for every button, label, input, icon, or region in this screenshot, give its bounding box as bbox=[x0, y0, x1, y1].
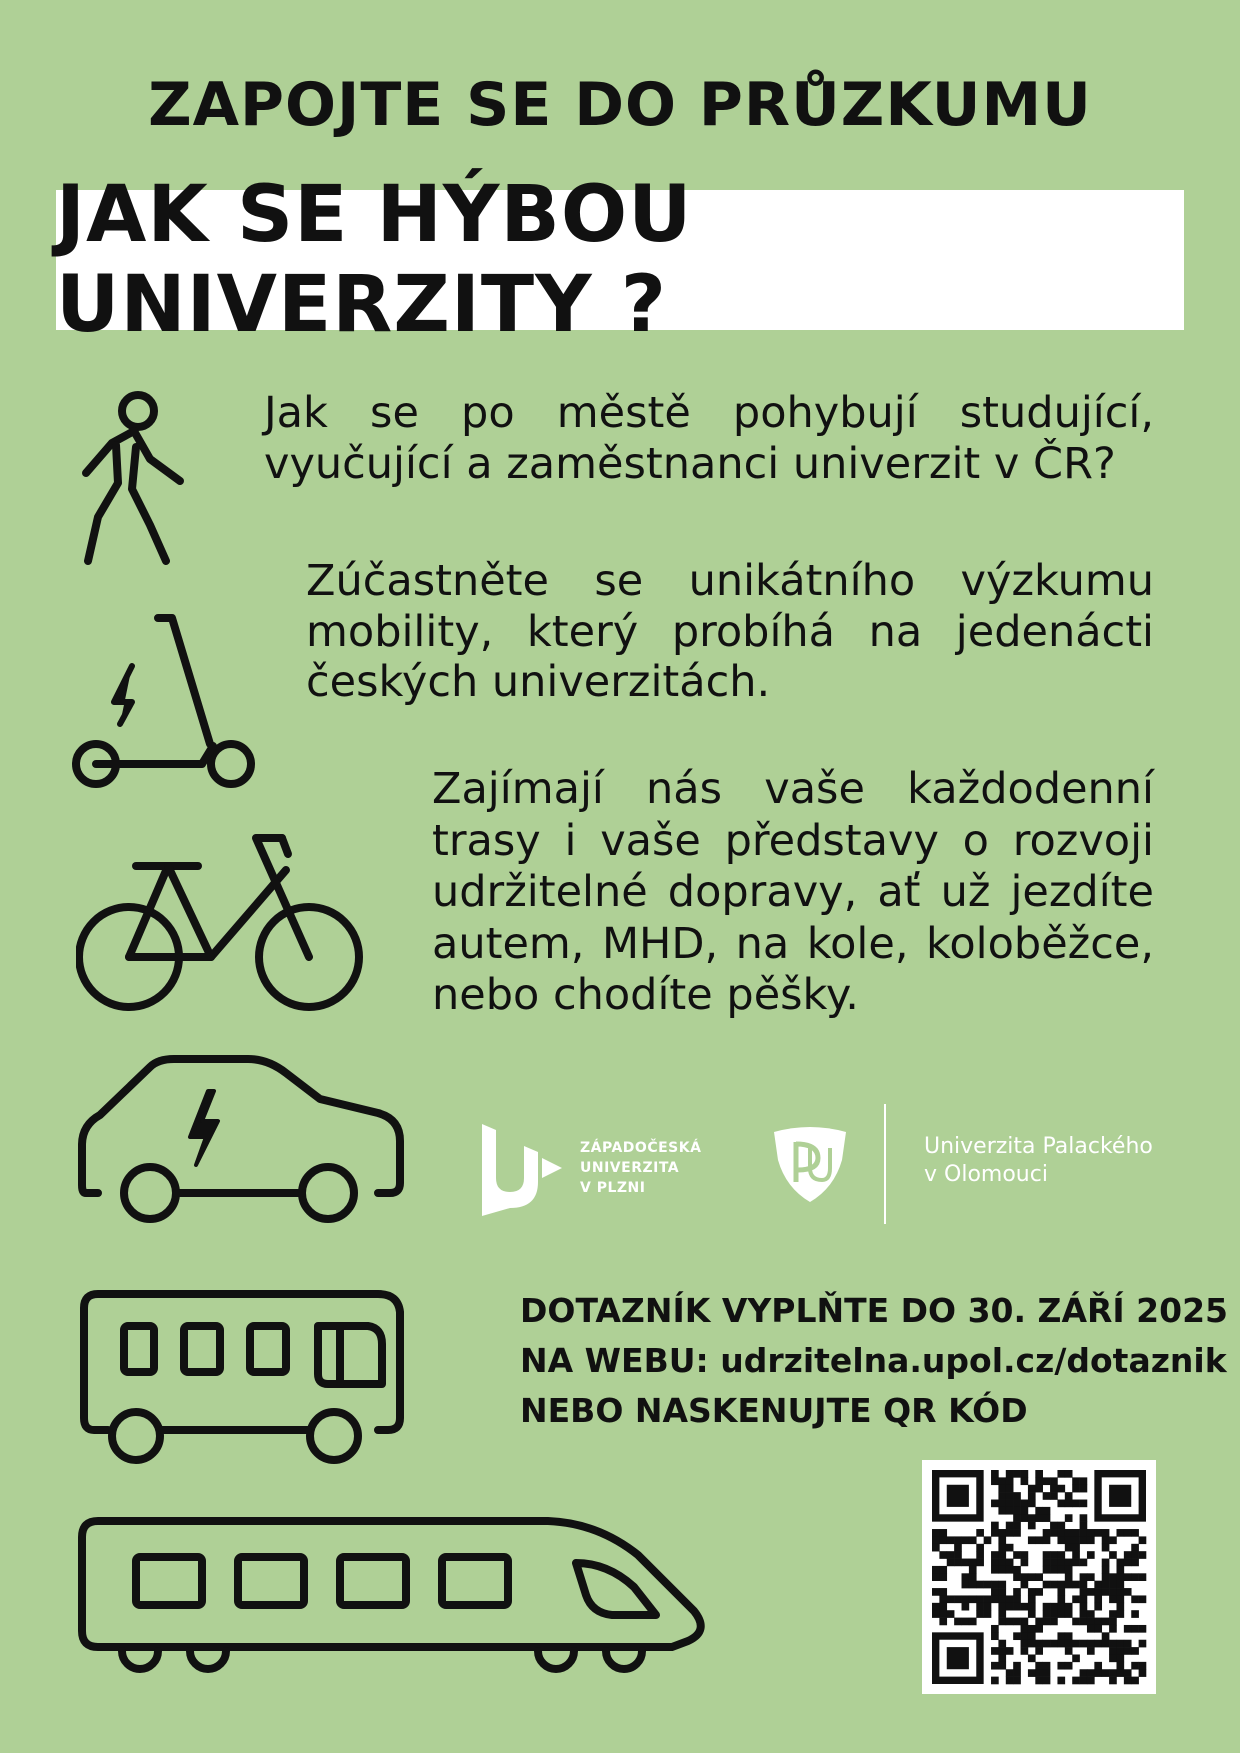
survey-url[interactable]: udrzitelna.upol.cz/dotaznik bbox=[720, 1341, 1227, 1380]
upol-shield-icon bbox=[772, 1126, 848, 1208]
paragraph-question: Jak se po městě pohybují studující, vyučující a zaměstnanci univerzit v ČR? bbox=[264, 388, 1154, 489]
bus-icon bbox=[78, 1288, 408, 1468]
qr-line: NEBO NASKENUJTE QR KÓD bbox=[520, 1391, 1028, 1430]
zcu-logo bbox=[480, 1122, 566, 1222]
web-line bbox=[520, 1336, 1228, 1386]
kicker-heading: ZAPOJTE SE DO PRŮZKUMU bbox=[148, 70, 1092, 140]
title-box bbox=[56, 170, 1184, 350]
bicycle-icon bbox=[76, 832, 376, 1017]
logo-divider bbox=[884, 1104, 886, 1224]
zcu-logo-text: ZÁPADOČESKÁ UNIVERZITA V PLZNI bbox=[580, 1140, 702, 1196]
paragraph-interest: Zajímají nás vaše každodenní trasy i vaše představy o rozvoji udržitelné dopravy, ať už jezdíte autem, MHD, na kole, koloběžce, nebo chodíte pěšky. bbox=[432, 764, 1154, 1021]
pedestrian-icon bbox=[70, 385, 200, 570]
web-label: NA WEBU: bbox=[520, 1341, 709, 1380]
electric-car-icon bbox=[78, 1055, 408, 1235]
upol-logo-text: Univerzita Palackého v Olomouci bbox=[924, 1134, 1153, 1187]
deadline-line: DOTAZNÍK VYPLŇTE DO 30. ZÁŘÍ 2025 bbox=[520, 1291, 1229, 1330]
page-title: JAK SE HÝBOU UNIVERZITY ? bbox=[56, 170, 693, 350]
train-icon bbox=[78, 1515, 718, 1690]
e-scooter-icon bbox=[72, 612, 262, 792]
qr-code[interactable] bbox=[922, 1460, 1156, 1694]
paragraph-invitation: Zúčastněte se unikátního výzkumu mobility, který probíhá na jedenácti českých univerzitách. bbox=[306, 556, 1154, 708]
survey-info bbox=[520, 1286, 1228, 1436]
